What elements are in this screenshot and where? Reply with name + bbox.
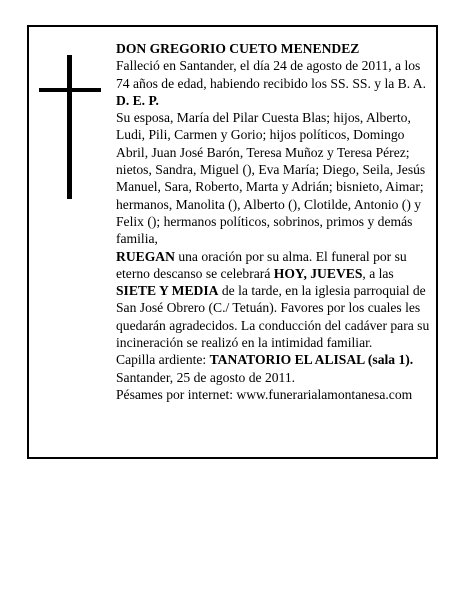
death-notice: Falleció en Santander, el día 24 de agosto de 2011, a los 74 años de edad, habiendo recibido los SS. SS. y la B. A.: [116, 58, 426, 91]
date-line: Santander, 25 de agosto de 2011.: [116, 369, 296, 385]
family-list: Su esposa, María del Pilar Cuesta Blas; hijos, Alberto, Ludi, Pili, Carmen y Gorio; hijos políticos, Domingo Abril, Juan José Barón, Teresa Muñoz y Teresa Pérez; nietos, Sandra, Miguel (), Eva María; Diego, Seila, Jesús Manuel, Sara, Roberto, Marta y Adrián; bisnieto, Aimar; hermanos, Manolita (), Alberto (), Clotilde, Antonio () y Felix (); hermanos políticos, sobrinos, primos y demás familia,: [116, 110, 426, 247]
condolences-line: Pésames por internet: www.funerarialamontanesa.com: [116, 386, 413, 402]
funeral-day: HOY, JUEVES: [273, 265, 363, 281]
funeral-time: SIETE Y MEDIA: [116, 283, 219, 299]
funeral-request: [116, 248, 434, 352]
cross-icon: [39, 55, 101, 199]
chapel-line: [116, 351, 434, 368]
request-text-3: de la tarde, en la iglesia parroquial de San José Obrero (C./ Tetuán). Favores por los cuales les quedarán agradecidos. La conducción del cadáver para su incineración se realizó en la intimidad familiar.: [116, 283, 430, 351]
cross-horizontal-bar: [39, 88, 101, 92]
chapel-label: Capilla ardiente:: [116, 352, 210, 368]
request-text-2: , a las: [362, 265, 394, 281]
request-text-1: una oración por su alma. El funeral por su eterno descanso se celebrará: [116, 248, 407, 281]
obituary-text: [116, 40, 434, 403]
obituary-notice: [27, 25, 438, 459]
deceased-name: DON GREGORIO CUETO MENENDEZ: [116, 41, 360, 56]
request-verb: RUEGAN: [116, 248, 175, 264]
cross-vertical-bar: [67, 55, 72, 199]
rip-line: D. E. P.: [116, 92, 159, 108]
chapel-location: TANATORIO EL ALISAL (sala 1).: [209, 352, 414, 368]
